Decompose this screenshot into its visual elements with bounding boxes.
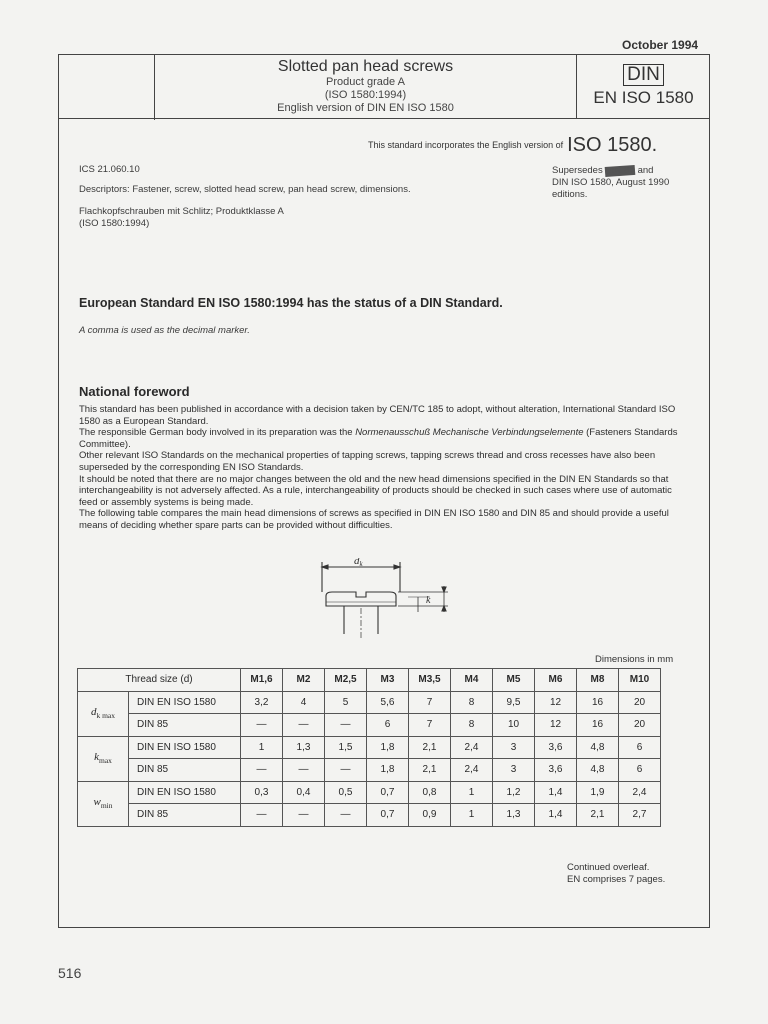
value-cell: 6 (367, 714, 409, 737)
value-cell: 3,6 (535, 759, 577, 782)
value-cell: 1,3 (493, 804, 535, 827)
foreword-paragraph: This standard has been published in accordance with a decision taken by CEN/TC 185 to adopt, without alteration, International Standard ISO 1580 as a European Standard. (79, 404, 676, 427)
value-cell: 3 (493, 759, 535, 782)
standard-name-cell: DIN 85 (129, 804, 241, 827)
value-cell: 1,2 (493, 781, 535, 804)
value-cell: 2,1 (577, 804, 619, 827)
value-cell: 3 (493, 736, 535, 759)
size-header: M2 (283, 669, 325, 692)
value-cell: 1,5 (325, 736, 367, 759)
value-cell: 1,9 (577, 781, 619, 804)
value-cell: 2,1 (409, 759, 451, 782)
table-row (78, 781, 661, 804)
standard-name-cell: DIN EN ISO 1580 (129, 736, 241, 759)
page-count: EN comprises 7 pages. (567, 874, 666, 885)
incorporated-iso: ISO 1580. (567, 134, 658, 156)
foreword-paragraph: The following table compares the main head dimensions of screws as specified in DIN EN ISO 1580 and DIN 85 and should provide a useful means of deciding whether spare parts can be provided without difficulties. (79, 508, 669, 531)
size-header: M5 (493, 669, 535, 692)
value-cell: 0,5 (325, 781, 367, 804)
continuation-note (567, 862, 665, 886)
value-cell: 4,8 (577, 736, 619, 759)
value-cell: 7 (409, 714, 451, 737)
dimensions-table (77, 668, 661, 827)
document-title: Slotted pan head screws (277, 58, 454, 75)
supersedes-prefix: Supersedes (552, 165, 603, 176)
supersedes-note (552, 165, 702, 201)
value-cell: 1,4 (535, 804, 577, 827)
german-title (79, 206, 409, 230)
value-cell: 0,7 (367, 781, 409, 804)
din-logo: DIN (623, 64, 664, 86)
value-cell: 3,6 (535, 736, 577, 759)
value-cell: 4,8 (577, 759, 619, 782)
incorporation-text: This standard incorporates the English version of (368, 140, 564, 150)
value-cell: 0,8 (409, 781, 451, 804)
foreword-title: National foreword (79, 384, 190, 399)
supersedes-line: editions. (552, 189, 588, 200)
size-header: M3 (367, 669, 409, 692)
table-header-row (78, 669, 661, 692)
subtitle-line: English version of DIN EN ISO 1580 (277, 102, 454, 114)
subtitle-line: (ISO 1580:1994) (324, 89, 407, 101)
value-cell: — (283, 759, 325, 782)
decimal-note: A comma is used as the decimal marker. (79, 325, 250, 336)
size-header: M6 (535, 669, 577, 692)
size-header: M8 (577, 669, 619, 692)
dimension-symbol: $k_{max}$ (78, 736, 129, 781)
table-row (78, 804, 661, 827)
foreword-text: (Fasteners Standards Committee). (79, 427, 678, 450)
size-header: M2,5 (325, 669, 367, 692)
value-cell: 7 (409, 691, 451, 714)
table-row (78, 691, 661, 714)
value-cell: 16 (577, 691, 619, 714)
standard-name-cell: DIN EN ISO 1580 (129, 691, 241, 714)
value-cell: 10 (493, 714, 535, 737)
size-header: M4 (451, 669, 493, 692)
value-cell: — (283, 804, 325, 827)
units-note: Dimensions in mm (595, 654, 674, 665)
value-cell: 20 (619, 714, 661, 737)
supersedes-suffix: and (637, 165, 654, 176)
value-cell: 0,3 (241, 781, 283, 804)
header-title-block (155, 54, 577, 118)
value-cell: 2,4 (451, 759, 493, 782)
value-cell: 20 (619, 691, 661, 714)
value-cell: 1,4 (535, 781, 577, 804)
table-row (78, 759, 661, 782)
ics-code: ICS 21.060.10 (79, 164, 140, 175)
header-left-cell (58, 54, 155, 120)
document-date: October 1994 (622, 38, 699, 52)
value-cell: 1,8 (367, 759, 409, 782)
foreword-paragraph: Other relevant ISO Standards on the mechanical properties of tapping screws, tapping screws thread and cross recesses have also been superseded by the corresponding EN ISO Standards. (79, 450, 656, 473)
value-cell: 6 (619, 759, 661, 782)
value-cell: 8 (451, 714, 493, 737)
redaction-mark: DIN 85 (604, 163, 636, 178)
value-cell: 1 (241, 736, 283, 759)
status-headline: European Standard EN ISO 1580:1994 has the status of a DIN Standard. (79, 296, 503, 310)
value-cell: 4 (283, 691, 325, 714)
german-title-line: (ISO 1580:1994) (79, 218, 150, 229)
size-header: M10 (619, 669, 661, 692)
value-cell: 2,4 (619, 781, 661, 804)
foreword-paragraph: It should be noted that there are no major changes between the old and the new head dimensions specified in the DIN EN Standards so that interchangeability is not adversely affected. As a rule, interchangeability of products should be checked in such cases where use of automatic feed or assembly systems is being made. (79, 473, 672, 508)
k-label: k (426, 595, 431, 606)
standard-id-block (577, 54, 710, 118)
value-cell: — (325, 804, 367, 827)
value-cell: 1 (451, 804, 493, 827)
value-cell: 12 (535, 691, 577, 714)
incorporation-note (368, 134, 657, 157)
foreword-text: The responsible German body involved in its preparation was the (79, 427, 356, 439)
standard-name-cell: DIN 85 (129, 714, 241, 737)
screw-head-diagram (318, 558, 458, 640)
value-cell: 8 (451, 691, 493, 714)
foreword-body (79, 404, 691, 532)
value-cell: 2,7 (619, 804, 661, 827)
value-cell: — (241, 714, 283, 737)
value-cell: 16 (577, 714, 619, 737)
table-row (78, 714, 661, 737)
value-cell: — (325, 759, 367, 782)
committee-name: Normenausschuß Mechanische Verbindungselemente (355, 427, 584, 439)
value-cell: — (241, 804, 283, 827)
value-cell: 12 (535, 714, 577, 737)
value-cell: — (241, 759, 283, 782)
value-cell: 0,7 (367, 804, 409, 827)
standard-name-cell: DIN 85 (129, 759, 241, 782)
size-header: M1,6 (241, 669, 283, 692)
dimension-symbol: $d_{k max}$ (78, 691, 129, 736)
value-cell: 5,6 (367, 691, 409, 714)
value-cell: — (283, 714, 325, 737)
standard-name-cell: DIN EN ISO 1580 (129, 781, 241, 804)
page-number: 516 (58, 965, 82, 981)
standard-number: EN ISO 1580 (593, 88, 694, 107)
value-cell: 0,4 (283, 781, 325, 804)
dk-label: dk (354, 558, 363, 568)
value-cell: 1,8 (367, 736, 409, 759)
value-cell: 3,2 (241, 691, 283, 714)
thread-size-header: Thread size (d) (78, 669, 241, 692)
value-cell: 6 (619, 736, 661, 759)
size-header: M3,5 (409, 669, 451, 692)
dimension-symbol: $w_{min}$ (78, 781, 129, 826)
continued-text: Continued overleaf. (567, 862, 650, 873)
descriptors: Descriptors: Fastener, screw, slotted head screw, pan head screw, dimensions. (79, 184, 411, 195)
german-title-line: Flachkopfschrauben mit Schlitz; Produktklasse A (79, 206, 284, 217)
value-cell: 2,4 (451, 736, 493, 759)
header-divider (58, 118, 710, 119)
value-cell: 0,9 (409, 804, 451, 827)
table-row (78, 736, 661, 759)
value-cell: — (325, 714, 367, 737)
foreword-paragraph (79, 427, 691, 450)
value-cell: 2,1 (409, 736, 451, 759)
supersedes-line: DIN ISO 1580, August 1990 (552, 177, 670, 188)
value-cell: 1 (451, 781, 493, 804)
value-cell: 9,5 (493, 691, 535, 714)
value-cell: 1,3 (283, 736, 325, 759)
subtitle-line: Product grade A (326, 76, 405, 88)
value-cell: 5 (325, 691, 367, 714)
